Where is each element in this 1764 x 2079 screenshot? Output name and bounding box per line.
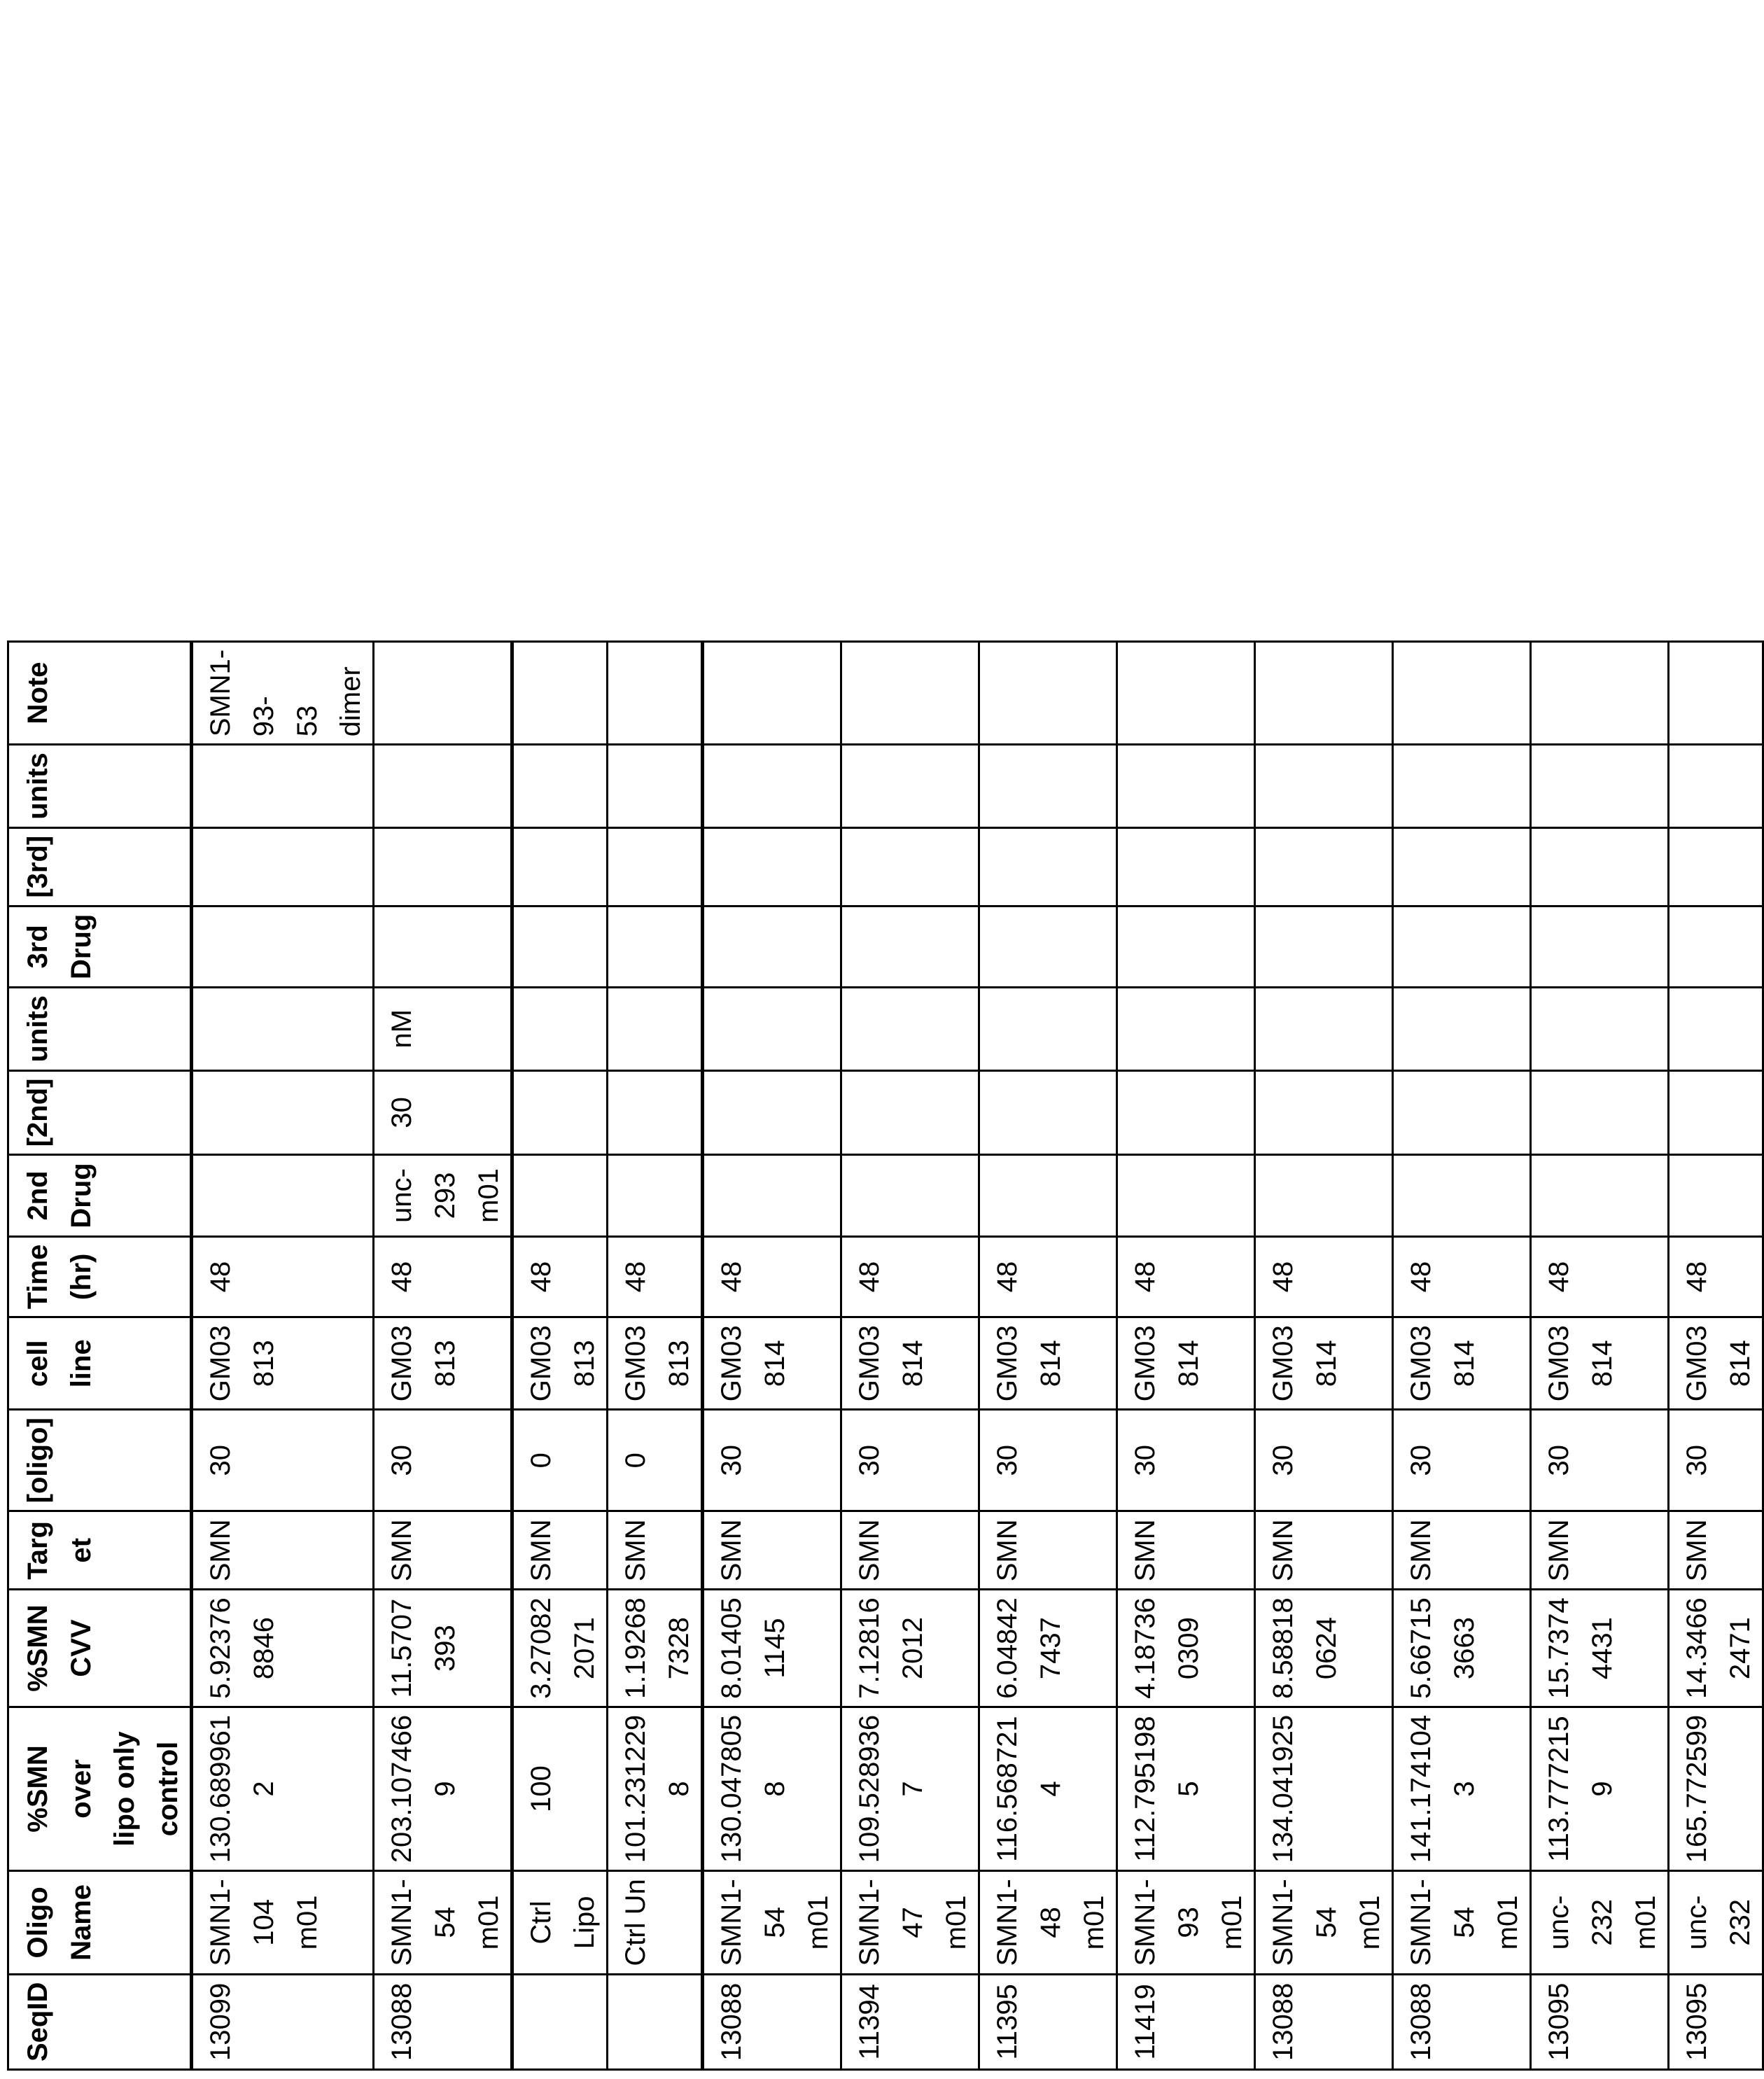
cell-drug3-conc bbox=[608, 827, 703, 906]
cell-drug3-units bbox=[1117, 745, 1255, 828]
cell-drug2-conc bbox=[1393, 1070, 1531, 1155]
cell-seqid: 13095 bbox=[1669, 1974, 1763, 2069]
cell-seqid: 11395 bbox=[979, 1974, 1117, 2069]
cell-time-hr: 48 bbox=[979, 1236, 1117, 1317]
column-header-seqid: SeqID bbox=[8, 1974, 192, 2069]
cell-drug3-conc bbox=[979, 827, 1117, 906]
cell-target: SMN bbox=[979, 1511, 1117, 1590]
cell-drug2-units bbox=[979, 987, 1117, 1070]
cell-cell-line: GM03 814 bbox=[1117, 1317, 1255, 1410]
rotated-table-container bbox=[7, 640, 1764, 2071]
cell-oligo-name: SMN1- 47 m01 bbox=[841, 1871, 979, 1974]
cell-drug2 bbox=[1393, 1155, 1531, 1236]
cell-pct-smn: 100 bbox=[512, 1707, 608, 1870]
cell-pct-smn-cvv: 5.92376 8846 bbox=[192, 1590, 374, 1707]
cell-pct-smn-cvv: 8.58818 0624 bbox=[1255, 1590, 1393, 1707]
cell-pct-smn-cvv: 6.04842 7437 bbox=[979, 1590, 1117, 1707]
column-header-drug2: 2nd Drug bbox=[8, 1155, 192, 1236]
cell-seqid: 11419 bbox=[1117, 1974, 1255, 2069]
cell-oligo-conc: 30 bbox=[1531, 1410, 1669, 1511]
cell-drug2 bbox=[1669, 1155, 1763, 1236]
cell-drug2-units bbox=[703, 987, 841, 1070]
cell-cell-line: GM03 814 bbox=[1531, 1317, 1669, 1410]
cell-drug2 bbox=[979, 1155, 1117, 1236]
table-row bbox=[703, 641, 841, 2069]
cell-drug2-conc bbox=[608, 1070, 703, 1155]
cell-drug2 bbox=[512, 1155, 608, 1236]
cell-drug3 bbox=[512, 906, 608, 987]
cell-drug3-units bbox=[1393, 745, 1531, 828]
cell-drug2-units bbox=[1117, 987, 1255, 1070]
cell-target: SMN bbox=[703, 1511, 841, 1590]
table-row bbox=[374, 641, 512, 2069]
column-header-time-hr: Time (hr) bbox=[8, 1236, 192, 1317]
cell-drug3-units bbox=[1255, 745, 1393, 828]
cell-drug3 bbox=[841, 906, 979, 987]
cell-drug3-conc bbox=[1117, 827, 1255, 906]
cell-note bbox=[1669, 641, 1763, 744]
cell-seqid: 13095 bbox=[1531, 1974, 1669, 2069]
cell-pct-smn: 203.107466 9 bbox=[374, 1707, 512, 1870]
column-header-pct-smn-cvv: %SMN CVV bbox=[8, 1590, 192, 1707]
cell-note bbox=[703, 641, 841, 744]
cell-oligo-conc: 30 bbox=[703, 1410, 841, 1511]
cell-drug3-conc bbox=[374, 827, 512, 906]
cell-pct-smn: 141.174104 3 bbox=[1393, 1707, 1531, 1870]
cell-cell-line: GM03 814 bbox=[841, 1317, 979, 1410]
cell-oligo-conc: 30 bbox=[1669, 1410, 1763, 1511]
cell-oligo-conc: 30 bbox=[1393, 1410, 1531, 1511]
cell-cell-line: GM03 814 bbox=[1255, 1317, 1393, 1410]
cell-drug2-units bbox=[1255, 987, 1393, 1070]
table-row bbox=[1255, 641, 1393, 2069]
cell-drug3-units bbox=[979, 745, 1117, 828]
column-header-target: Targ et bbox=[8, 1511, 192, 1590]
cell-target: SMN bbox=[1669, 1511, 1763, 1590]
column-header-drug3: 3rd Drug bbox=[8, 906, 192, 987]
cell-oligo-name: SMN1- 54 m01 bbox=[1393, 1871, 1531, 1974]
cell-time-hr: 48 bbox=[512, 1236, 608, 1317]
cell-drug3 bbox=[979, 906, 1117, 987]
cell-drug3-conc bbox=[512, 827, 608, 906]
cell-drug3 bbox=[1117, 906, 1255, 987]
cell-drug3-units bbox=[703, 745, 841, 828]
cell-drug3 bbox=[1255, 906, 1393, 987]
cell-pct-smn: 112.795198 5 bbox=[1117, 1707, 1255, 1870]
cell-drug2-conc: 30 bbox=[374, 1070, 512, 1155]
cell-drug2-units bbox=[192, 987, 374, 1070]
cell-oligo-name: SMN1- 93 m01 bbox=[1117, 1871, 1255, 1974]
table-body bbox=[192, 641, 1763, 2069]
cell-drug3 bbox=[1393, 906, 1531, 987]
cell-note bbox=[1255, 641, 1393, 744]
cell-time-hr: 48 bbox=[1669, 1236, 1763, 1317]
table-row bbox=[1531, 641, 1669, 2069]
cell-drug3 bbox=[192, 906, 374, 987]
column-header-pct-smn: %SMN over lipo only control bbox=[8, 1707, 192, 1870]
cell-drug2-units bbox=[841, 987, 979, 1070]
cell-note bbox=[1531, 641, 1669, 744]
cell-drug2-units bbox=[1393, 987, 1531, 1070]
cell-oligo-name: SMN1- 104 m01 bbox=[192, 1871, 374, 1974]
cell-oligo-name: unc- 232 m01 bbox=[1531, 1871, 1669, 1974]
cell-pct-smn: 130.047805 8 bbox=[703, 1707, 841, 1870]
cell-drug3-conc bbox=[192, 827, 374, 906]
cell-oligo-conc: 0 bbox=[512, 1410, 608, 1511]
cell-time-hr: 48 bbox=[1531, 1236, 1669, 1317]
cell-seqid: 13088 bbox=[703, 1974, 841, 2069]
cell-drug2-conc bbox=[1531, 1070, 1669, 1155]
cell-drug3-units bbox=[374, 745, 512, 828]
cell-drug3 bbox=[1669, 906, 1763, 987]
cell-drug2 bbox=[608, 1155, 703, 1236]
cell-oligo-conc: 30 bbox=[841, 1410, 979, 1511]
cell-target: SMN bbox=[512, 1511, 608, 1590]
cell-time-hr: 48 bbox=[703, 1236, 841, 1317]
cell-seqid: 13099 bbox=[192, 1974, 374, 2069]
cell-pct-smn-cvv: 7.12816 2012 bbox=[841, 1590, 979, 1707]
cell-target: SMN bbox=[608, 1511, 703, 1590]
cell-seqid: 13088 bbox=[374, 1974, 512, 2069]
cell-note bbox=[374, 641, 512, 744]
cell-time-hr: 48 bbox=[192, 1236, 374, 1317]
cell-cell-line: GM03 814 bbox=[1669, 1317, 1763, 1410]
cell-pct-smn: 101.231229 8 bbox=[608, 1707, 703, 1870]
cell-drug2-conc bbox=[192, 1070, 374, 1155]
cell-target: SMN bbox=[1117, 1511, 1255, 1590]
cell-drug2-conc bbox=[512, 1070, 608, 1155]
cell-drug2-units bbox=[1669, 987, 1763, 1070]
cell-target: SMN bbox=[841, 1511, 979, 1590]
cell-seqid bbox=[608, 1974, 703, 2069]
cell-pct-smn-cvv: 4.18736 0309 bbox=[1117, 1590, 1255, 1707]
cell-oligo-name: unc- 232 bbox=[1669, 1871, 1763, 1974]
cell-drug2-units: nM bbox=[374, 987, 512, 1070]
cell-seqid: 13088 bbox=[1393, 1974, 1531, 2069]
cell-drug3-units bbox=[1669, 745, 1763, 828]
cell-note bbox=[979, 641, 1117, 744]
cell-pct-smn: 130.689961 2 bbox=[192, 1707, 374, 1870]
cell-drug2-units bbox=[1531, 987, 1669, 1070]
table-row bbox=[1117, 641, 1255, 2069]
cell-target: SMN bbox=[1255, 1511, 1393, 1590]
cell-drug2-conc bbox=[841, 1070, 979, 1155]
cell-oligo-conc: 30 bbox=[1255, 1410, 1393, 1511]
cell-oligo-conc: 0 bbox=[608, 1410, 703, 1511]
cell-drug2 bbox=[192, 1155, 374, 1236]
cell-drug2-conc bbox=[1117, 1070, 1255, 1155]
cell-pct-smn: 109.528936 7 bbox=[841, 1707, 979, 1870]
column-header-oligo-name: Oligo Name bbox=[8, 1871, 192, 1974]
cell-cell-line: GM03 813 bbox=[608, 1317, 703, 1410]
cell-oligo-conc: 30 bbox=[1117, 1410, 1255, 1511]
cell-pct-smn-cvv: 14.3466 2471 bbox=[1669, 1590, 1763, 1707]
table-row bbox=[841, 641, 979, 2069]
cell-time-hr: 48 bbox=[608, 1236, 703, 1317]
column-header-note: Note bbox=[8, 641, 192, 744]
cell-cell-line: GM03 813 bbox=[512, 1317, 608, 1410]
cell-drug3 bbox=[1531, 906, 1669, 987]
table-row bbox=[512, 641, 608, 2069]
cell-drug2: unc- 293 m01 bbox=[374, 1155, 512, 1236]
cell-oligo-name: Ctrl Un bbox=[608, 1871, 703, 1974]
cell-pct-smn: 134.041925 bbox=[1255, 1707, 1393, 1870]
cell-oligo-name: Ctrl Lipo bbox=[512, 1871, 608, 1974]
cell-drug2 bbox=[703, 1155, 841, 1236]
cell-cell-line: GM03 813 bbox=[374, 1317, 512, 1410]
cell-oligo-conc: 30 bbox=[192, 1410, 374, 1511]
cell-time-hr: 48 bbox=[1255, 1236, 1393, 1317]
cell-drug3-units bbox=[192, 745, 374, 828]
cell-drug3-units bbox=[1531, 745, 1669, 828]
cell-drug3 bbox=[703, 906, 841, 987]
cell-drug2-units bbox=[608, 987, 703, 1070]
column-header-oligo-conc: [oligo] bbox=[8, 1410, 192, 1511]
cell-pct-smn-cvv: 8.01405 1145 bbox=[703, 1590, 841, 1707]
cell-cell-line: GM03 813 bbox=[192, 1317, 374, 1410]
cell-pct-smn-cvv: 11.5707 393 bbox=[374, 1590, 512, 1707]
cell-oligo-conc: 30 bbox=[374, 1410, 512, 1511]
cell-drug2-conc bbox=[703, 1070, 841, 1155]
cell-oligo-name: SMN1- 54 m01 bbox=[374, 1871, 512, 1974]
cell-oligo-name: SMN1- 54 m01 bbox=[703, 1871, 841, 1974]
table-row bbox=[1393, 641, 1531, 2069]
cell-pct-smn: 113.777215 9 bbox=[1531, 1707, 1669, 1870]
cell-oligo-name: SMN1- 48 m01 bbox=[979, 1871, 1117, 1974]
cell-pct-smn: 165.772599 bbox=[1669, 1707, 1763, 1870]
cell-drug2-conc bbox=[1669, 1070, 1763, 1155]
cell-drug2-conc bbox=[979, 1070, 1117, 1155]
cell-pct-smn-cvv: 5.66715 3663 bbox=[1393, 1590, 1531, 1707]
cell-drug3-conc bbox=[1669, 827, 1763, 906]
cell-pct-smn: 116.568721 4 bbox=[979, 1707, 1117, 1870]
table-row bbox=[608, 641, 703, 2069]
cell-pct-smn-cvv: 1.19268 7328 bbox=[608, 1590, 703, 1707]
cell-drug3-conc bbox=[703, 827, 841, 906]
cell-target: SMN bbox=[1393, 1511, 1531, 1590]
cell-target: SMN bbox=[192, 1511, 374, 1590]
cell-drug3-units bbox=[608, 745, 703, 828]
cell-drug3-conc bbox=[1255, 827, 1393, 906]
cell-time-hr: 48 bbox=[841, 1236, 979, 1317]
cell-time-hr: 48 bbox=[374, 1236, 512, 1317]
table-row bbox=[192, 641, 374, 2069]
cell-oligo-name: SMN1- 54 m01 bbox=[1255, 1871, 1393, 1974]
cell-drug2-conc bbox=[1255, 1070, 1393, 1155]
column-header-cell-line: cell line bbox=[8, 1317, 192, 1410]
cell-drug3-conc bbox=[1531, 827, 1669, 906]
column-header-drug2-conc: [2nd] bbox=[8, 1070, 192, 1155]
cell-drug2 bbox=[1531, 1155, 1669, 1236]
cell-drug3 bbox=[608, 906, 703, 987]
table-row bbox=[1669, 641, 1763, 2069]
cell-seqid: 11394 bbox=[841, 1974, 979, 2069]
cell-target: SMN bbox=[374, 1511, 512, 1590]
table-header-row bbox=[8, 641, 192, 2069]
cell-pct-smn-cvv: 3.27082 2071 bbox=[512, 1590, 608, 1707]
cell-drug3-units bbox=[841, 745, 979, 828]
cell-seqid bbox=[512, 1974, 608, 2069]
cell-seqid: 13088 bbox=[1255, 1974, 1393, 2069]
cell-cell-line: GM03 814 bbox=[703, 1317, 841, 1410]
cell-cell-line: GM03 814 bbox=[979, 1317, 1117, 1410]
cell-note bbox=[608, 641, 703, 744]
cell-target: SMN bbox=[1531, 1511, 1669, 1590]
column-header-drug2-units: units bbox=[8, 987, 192, 1070]
cell-drug3-conc bbox=[1393, 827, 1531, 906]
cell-drug3 bbox=[374, 906, 512, 987]
cell-note bbox=[512, 641, 608, 744]
cell-time-hr: 48 bbox=[1117, 1236, 1255, 1317]
cell-time-hr: 48 bbox=[1393, 1236, 1531, 1317]
cell-cell-line: GM03 814 bbox=[1393, 1317, 1531, 1410]
table-row bbox=[979, 641, 1117, 2069]
cell-note: SMN1-93- 53 dimer bbox=[192, 641, 374, 744]
cell-drug3-conc bbox=[841, 827, 979, 906]
cell-drug2-units bbox=[512, 987, 608, 1070]
cell-note bbox=[1393, 641, 1531, 744]
cell-pct-smn-cvv: 15.7374 4431 bbox=[1531, 1590, 1669, 1707]
results-table bbox=[7, 640, 1764, 2071]
column-header-drug3-units: units bbox=[8, 745, 192, 828]
cell-drug2 bbox=[1117, 1155, 1255, 1236]
cell-drug2 bbox=[841, 1155, 979, 1236]
cell-note bbox=[1117, 641, 1255, 744]
column-header-drug3-conc: [3rd] bbox=[8, 827, 192, 906]
cell-drug3-units bbox=[512, 745, 608, 828]
cell-note bbox=[841, 641, 979, 744]
cell-oligo-conc: 30 bbox=[979, 1410, 1117, 1511]
cell-drug2 bbox=[1255, 1155, 1393, 1236]
